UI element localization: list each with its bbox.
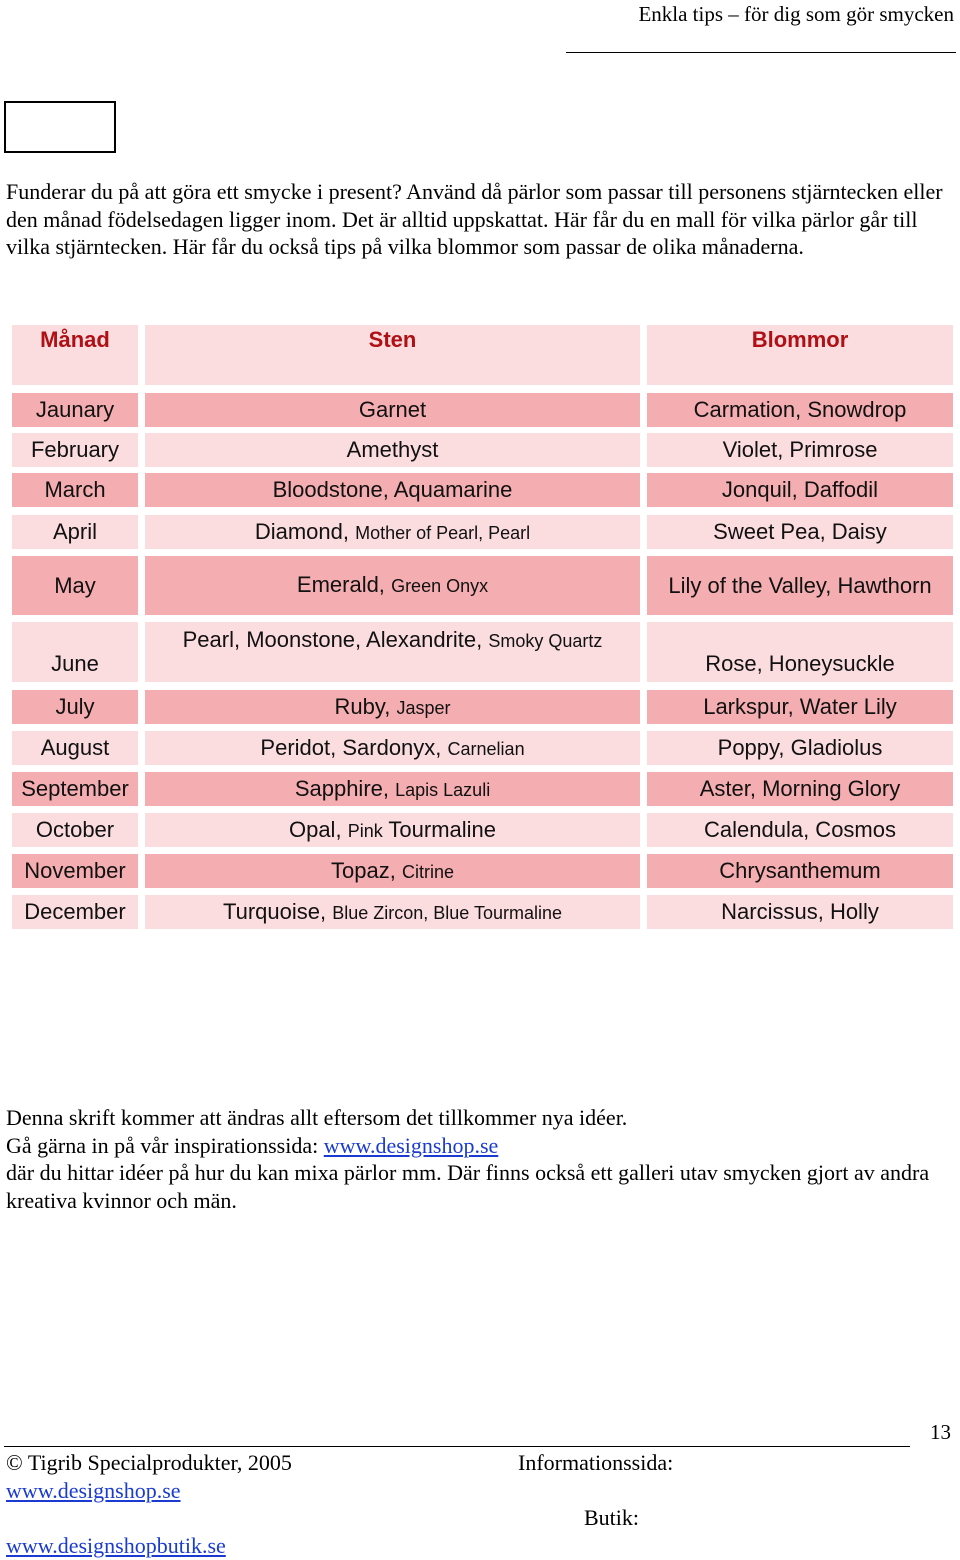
- stone-main: Ruby,: [334, 693, 391, 719]
- header-title: Enkla tips – för dig som gör smycken: [638, 2, 954, 26]
- month-label: September: [21, 776, 129, 801]
- table-cell-stone: [145, 813, 640, 847]
- table-cell-month: [12, 433, 138, 467]
- flowers-label: Rose, Honeysuckle: [705, 651, 895, 676]
- page-number: 13: [930, 1420, 951, 1444]
- table-header-month: Månad: [12, 325, 138, 385]
- stone-main: Turquoise,: [222, 898, 327, 924]
- footer-line-1: Denna skrift kommer att ändras allt eftersom det tillkommer nya idéer.: [6, 1105, 628, 1130]
- month-label: November: [24, 858, 126, 883]
- table-cell-stone: [145, 393, 640, 427]
- table-cell-stone: [145, 772, 640, 806]
- stone-text: [297, 571, 488, 600]
- flowers-label: Chrysanthemum: [719, 858, 881, 883]
- copyright: © Tigrib Specialprodukter, 2005: [6, 1450, 292, 1475]
- stone-secondary: Green Onyx: [391, 576, 489, 596]
- table-cell-flowers: [647, 473, 953, 507]
- table-cell-month: [12, 622, 138, 682]
- stone-text: [183, 626, 603, 655]
- table-cell-flowers: [647, 393, 953, 427]
- stone-main: Sapphire,: [294, 775, 389, 801]
- stone-text: [260, 734, 524, 763]
- month-label: February: [30, 437, 120, 462]
- month-label: December: [24, 899, 126, 924]
- stone-secondary: Jasper: [396, 697, 451, 718]
- table-cell-month: [12, 556, 138, 615]
- table-cell-stone: [145, 515, 640, 549]
- stone-text: [223, 898, 562, 927]
- table-cell-flowers: [647, 813, 953, 847]
- stone-text: [331, 857, 454, 886]
- stone-secondary: Lapis Lazuli: [395, 779, 491, 800]
- stone-after: Tourmaline: [388, 816, 497, 842]
- stone-secondary: Pink: [347, 820, 383, 841]
- table-cell-flowers: [647, 731, 953, 765]
- stone-secondary: Citrine: [401, 861, 454, 882]
- table-cell-month: [12, 690, 138, 724]
- table-cell-flowers: [647, 556, 953, 615]
- stone-main: Pearl, Moonstone, Alexandrite,: [182, 627, 483, 652]
- table-cell-month: [12, 813, 138, 847]
- stone-text: [295, 775, 490, 804]
- table-cell-month: [12, 854, 138, 888]
- footer-line-2: [6, 1132, 946, 1160]
- stone-main: Garnet: [358, 397, 427, 422]
- table-cell-month: [12, 393, 138, 427]
- table-cell-flowers: [647, 690, 953, 724]
- flowers-label: Lily of the Valley, Hawthorn: [668, 572, 932, 598]
- stone-secondary: Smoky Quartz: [488, 631, 603, 651]
- month-label: August: [40, 735, 110, 760]
- footer-paragraph: [6, 1104, 946, 1214]
- footer-rule: [4, 1446, 910, 1447]
- intro-paragraph: Funderar du på att göra ett smycke i present? Använd då pärlor som passar till personens stjärntecken eller den månad födelsedagen ligger inom. Det är alltid uppskattat. Här får du en mall för vilka pärlor går till vilka stjärntecken. Här får du också tips på vilka blommor som passar de olika månaderna.: [6, 179, 943, 259]
- inspiration-link[interactable]: www.designshop.se: [323, 1132, 499, 1158]
- flowers-label: Calendula, Cosmos: [704, 817, 896, 842]
- stone-main: Topaz,: [331, 857, 396, 883]
- table-cell-month: [12, 731, 138, 765]
- table-cell-stone: [145, 556, 640, 615]
- flowers-label: Poppy, Gladiolus: [717, 735, 883, 760]
- shop-link[interactable]: www.designshopbutik.se: [6, 1533, 226, 1558]
- table-cell-stone: [145, 895, 640, 929]
- table-cell-month: [12, 772, 138, 806]
- month-label: March: [44, 477, 106, 502]
- month-label: May: [54, 572, 96, 598]
- table-cell-stone: [145, 433, 640, 467]
- stone-main: Emerald,: [296, 572, 385, 597]
- flowers-label: Sweet Pea, Daisy: [713, 519, 887, 544]
- month-label: June: [51, 651, 99, 676]
- table-cell-month: [12, 515, 138, 549]
- stone-main: Diamond,: [254, 518, 349, 544]
- flowers-label: Carmation, Snowdrop: [693, 397, 907, 422]
- info-link[interactable]: www.designshop.se: [6, 1478, 181, 1503]
- stone-main: Opal,: [288, 816, 342, 842]
- stone-main: Amethyst: [346, 437, 439, 462]
- header-rule: [566, 52, 956, 53]
- stone-secondary: Carnelian: [447, 738, 525, 759]
- table-cell-stone: [145, 731, 640, 765]
- footer-line-2-prefix: Gå gärna in på vår inspirationssida:: [6, 1132, 319, 1158]
- flowers-label: Larkspur, Water Lily: [703, 694, 897, 719]
- table-header-flowers: Blommor: [647, 325, 953, 385]
- footer-line-3: där du hittar idéer på hur du kan mixa pärlor mm. Där finns också ett galleri utav smycken gjort av andra kreativa kvinnor och män.: [6, 1160, 930, 1213]
- flowers-label: Jonquil, Daffodil: [721, 477, 879, 502]
- flowers-label: Violet, Primrose: [722, 437, 878, 462]
- stone-text: [359, 396, 426, 424]
- table-cell-flowers: [647, 515, 953, 549]
- blank-box: [4, 101, 116, 153]
- stone-secondary: Mother of Pearl, Pearl: [355, 522, 531, 543]
- stone-text: [289, 816, 496, 845]
- table-header-stone: Sten: [145, 325, 640, 385]
- stone-main: Peridot, Sardonyx,: [260, 734, 442, 760]
- stone-secondary: Blue Zircon, Blue Tourmaline: [332, 902, 563, 923]
- flowers-label: Aster, Morning Glory: [699, 776, 901, 801]
- table-cell-stone: [145, 854, 640, 888]
- table-cell-flowers: [647, 622, 953, 682]
- table-cell-flowers: [647, 433, 953, 467]
- table-cell-flowers: [647, 895, 953, 929]
- table-cell-stone: [145, 622, 640, 682]
- stone-text: [255, 518, 530, 547]
- shop-label: Butik:: [584, 1505, 640, 1530]
- info-label: Informationssida:: [518, 1450, 674, 1475]
- table-cell-flowers: [647, 772, 953, 806]
- table-cell-flowers: [647, 854, 953, 888]
- table-cell-stone: [145, 473, 640, 507]
- month-label: April: [52, 519, 97, 544]
- stone-main: Bloodstone, Aquamarine: [272, 477, 513, 502]
- table-cell-stone: [145, 690, 640, 724]
- flowers-label: Narcissus, Holly: [721, 899, 879, 924]
- table-cell-month: [12, 895, 138, 929]
- month-label: October: [35, 817, 115, 842]
- month-label: Jaunary: [35, 397, 115, 422]
- stone-text: [273, 476, 513, 504]
- stone-text: [347, 436, 439, 464]
- stone-text: [335, 693, 451, 722]
- month-label: July: [55, 694, 95, 719]
- table-cell-month: [12, 473, 138, 507]
